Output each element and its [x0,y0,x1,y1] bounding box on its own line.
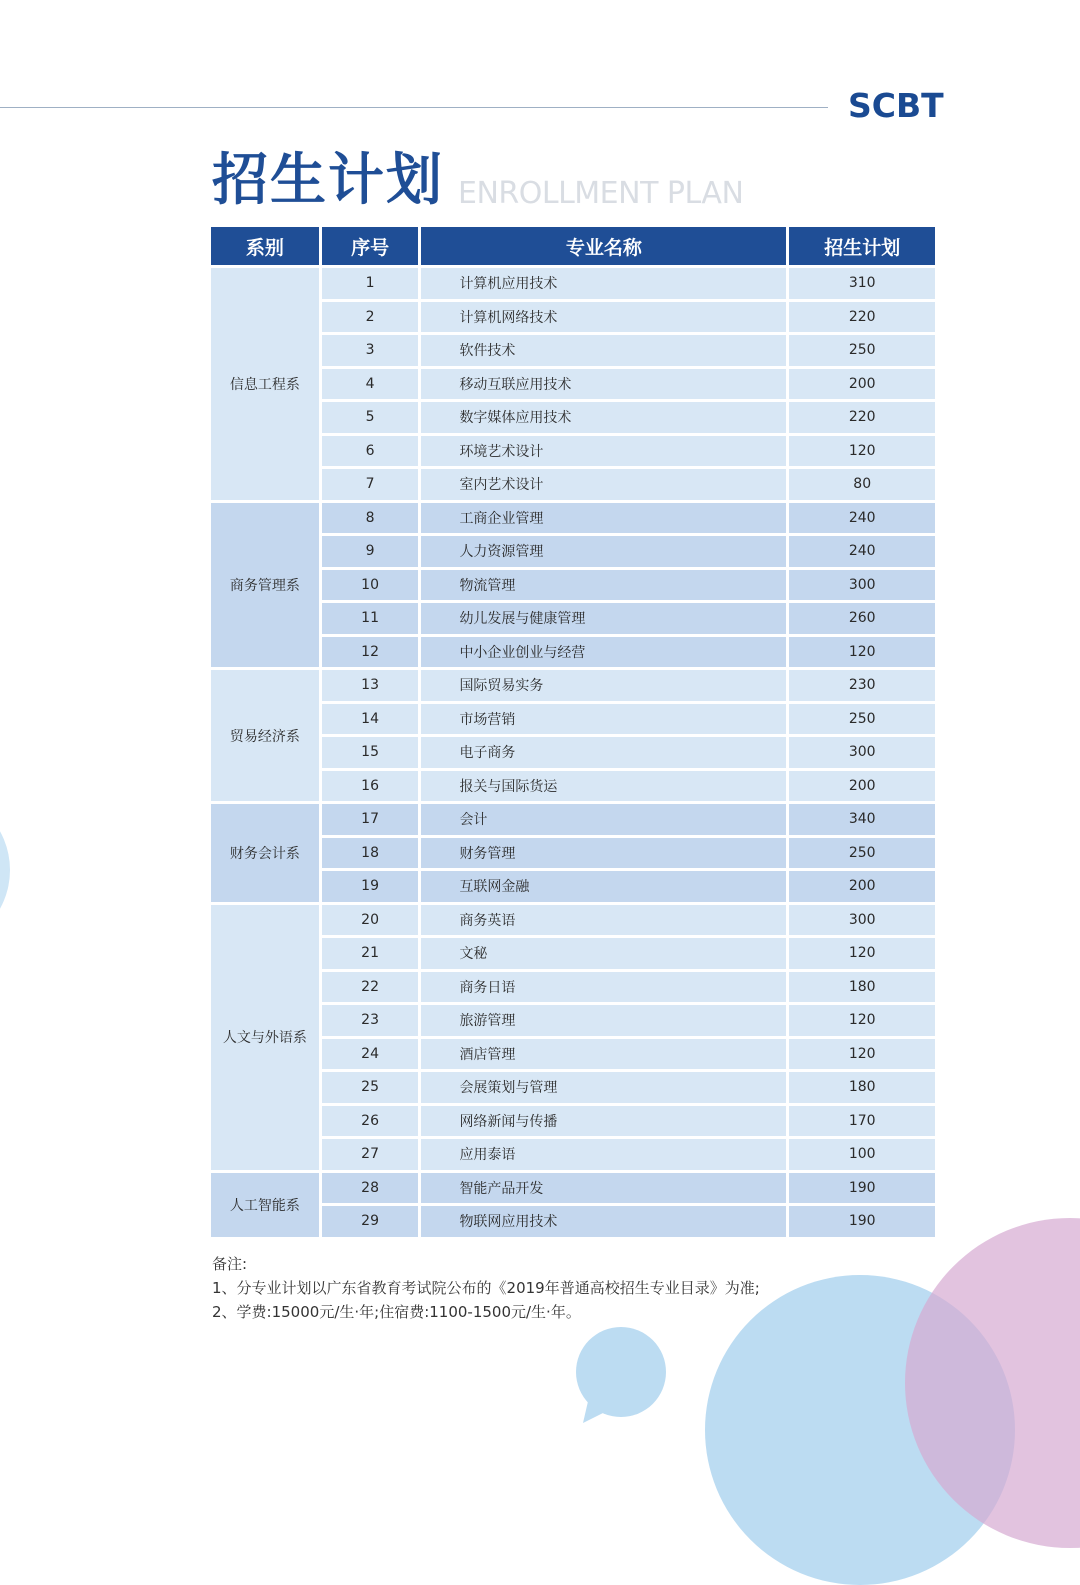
major-cell: 物流管理 [421,570,786,601]
notes-line-1: 1、分专业计划以广东省教育考试院公布的《2019年普通高校招生专业目录》为准; [212,1279,760,1297]
enrollment-table [208,224,938,1240]
number-cell: 27 [322,1139,419,1170]
number-cell: 8 [322,503,419,534]
plan-cell: 300 [789,905,935,936]
number-cell: 15 [322,737,419,768]
plan-cell: 220 [789,402,935,433]
notes-heading: 备注: [212,1255,248,1273]
plan-cell: 170 [789,1106,935,1137]
major-cell: 软件技术 [421,335,786,366]
plan-cell: 240 [789,536,935,567]
plan-cell: 80 [789,469,935,500]
table-row [211,335,935,366]
plan-cell: 250 [789,838,935,869]
major-cell: 商务英语 [421,905,786,936]
major-cell: 财务管理 [421,838,786,869]
decorative-circle-left [0,790,10,950]
column-header-department: 系别 [211,227,319,265]
plan-cell: 120 [789,1039,935,1070]
table-row [211,1206,935,1237]
department-cell: 人文与外语系 [211,905,319,1170]
brand-logo: SCBT [848,86,944,125]
plan-cell: 180 [789,972,935,1003]
plan-cell: 300 [789,570,935,601]
table-row [211,1139,935,1170]
major-cell: 市场营销 [421,704,786,735]
table-row [211,771,935,802]
major-cell: 旅游管理 [421,1005,786,1036]
number-cell: 21 [322,938,419,969]
major-cell: 酒店管理 [421,1039,786,1070]
table-row [211,302,935,333]
number-cell: 14 [322,704,419,735]
number-cell: 17 [322,804,419,835]
plan-cell: 120 [789,938,935,969]
table-row [211,1072,935,1103]
department-cell: 商务管理系 [211,503,319,668]
department-cell: 人工智能系 [211,1173,319,1237]
plan-cell: 310 [789,268,935,299]
header-rule [0,107,828,108]
major-cell: 计算机应用技术 [421,268,786,299]
major-cell: 人力资源管理 [421,536,786,567]
table-header-row [211,227,935,265]
number-cell: 7 [322,469,419,500]
major-cell: 文秘 [421,938,786,969]
number-cell: 23 [322,1005,419,1036]
plan-cell: 260 [789,603,935,634]
number-cell: 24 [322,1039,419,1070]
number-cell: 9 [322,536,419,567]
number-cell: 18 [322,838,419,869]
plan-cell: 220 [789,302,935,333]
table-row [211,570,935,601]
plan-cell: 180 [789,1072,935,1103]
major-cell: 会展策划与管理 [421,1072,786,1103]
plan-cell: 120 [789,637,935,668]
table-row [211,1005,935,1036]
number-cell: 4 [322,369,419,400]
decorative-speech-bubble [571,1327,667,1423]
plan-cell: 120 [789,1005,935,1036]
table-row [211,1173,935,1204]
major-cell: 国际贸易实务 [421,670,786,701]
plan-cell: 250 [789,335,935,366]
plan-cell: 250 [789,704,935,735]
major-cell: 报关与国际货运 [421,771,786,802]
table-row [211,469,935,500]
table-row [211,938,935,969]
major-cell: 应用泰语 [421,1139,786,1170]
number-cell: 11 [322,603,419,634]
number-cell: 5 [322,402,419,433]
plan-cell: 100 [789,1139,935,1170]
number-cell: 12 [322,637,419,668]
major-cell: 智能产品开发 [421,1173,786,1204]
plan-cell: 240 [789,503,935,534]
table-row [211,1039,935,1070]
page-title: 招生计划 [212,148,444,213]
plan-cell: 340 [789,804,935,835]
column-header-plan: 招生计划 [789,227,935,265]
department-cell: 财务会计系 [211,804,319,902]
plan-cell: 300 [789,737,935,768]
table-row [211,670,935,701]
table-body [211,268,935,1237]
table-row [211,268,935,299]
major-cell: 工商企业管理 [421,503,786,534]
plan-cell: 120 [789,436,935,467]
number-cell: 2 [322,302,419,333]
plan-cell: 200 [789,771,935,802]
major-cell: 商务日语 [421,972,786,1003]
number-cell: 3 [322,335,419,366]
major-cell: 物联网应用技术 [421,1206,786,1237]
table-row [211,838,935,869]
table-row [211,402,935,433]
notes-section [212,1252,760,1324]
table-row [211,704,935,735]
table-row [211,871,935,902]
plan-cell: 230 [789,670,935,701]
major-cell: 会计 [421,804,786,835]
table-row [211,637,935,668]
major-cell: 电子商务 [421,737,786,768]
number-cell: 10 [322,570,419,601]
table-row [211,1106,935,1137]
plan-cell: 200 [789,369,935,400]
number-cell: 22 [322,972,419,1003]
plan-cell: 200 [789,871,935,902]
major-cell: 互联网金融 [421,871,786,902]
number-cell: 19 [322,871,419,902]
major-cell: 幼儿发展与健康管理 [421,603,786,634]
number-cell: 29 [322,1206,419,1237]
major-cell: 室内艺术设计 [421,469,786,500]
table-row [211,536,935,567]
major-cell: 数字媒体应用技术 [421,402,786,433]
number-cell: 20 [322,905,419,936]
plan-cell: 190 [789,1206,935,1237]
major-cell: 移动互联应用技术 [421,369,786,400]
table-row [211,737,935,768]
number-cell: 1 [322,268,419,299]
number-cell: 16 [322,771,419,802]
number-cell: 28 [322,1173,419,1204]
table-row [211,369,935,400]
table-row [211,603,935,634]
number-cell: 25 [322,1072,419,1103]
table-row [211,436,935,467]
department-cell: 贸易经济系 [211,670,319,801]
major-cell: 环境艺术设计 [421,436,786,467]
department-cell: 信息工程系 [211,268,319,500]
plan-cell: 190 [789,1173,935,1204]
table-row [211,804,935,835]
page-subtitle: ENROLLMENT PLAN [458,176,744,211]
major-cell: 中小企业创业与经营 [421,637,786,668]
number-cell: 13 [322,670,419,701]
major-cell: 网络新闻与传播 [421,1106,786,1137]
number-cell: 6 [322,436,419,467]
table-row [211,972,935,1003]
number-cell: 26 [322,1106,419,1137]
column-header-major: 专业名称 [421,227,786,265]
column-header-number: 序号 [322,227,419,265]
notes-line-2: 2、学费:15000元/生·年;住宿费:1100-1500元/生·年。 [212,1303,581,1321]
table-row [211,503,935,534]
table-row [211,905,935,936]
major-cell: 计算机网络技术 [421,302,786,333]
